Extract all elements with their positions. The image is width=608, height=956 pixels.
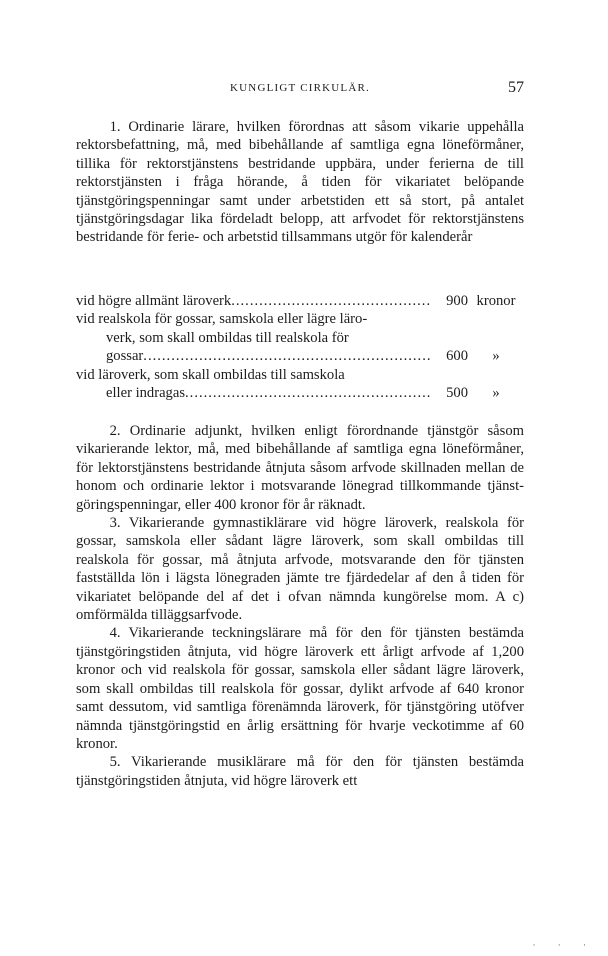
scan-speckle: · · ·: [532, 940, 596, 950]
table-row: [76, 310, 524, 328]
row-label: vid läroverk, som skall ombildas till samskola: [76, 366, 345, 383]
paragraph-1-block: [76, 118, 524, 247]
row-value: 500: [446, 385, 468, 402]
row-label-end: eller indragas: [106, 385, 186, 402]
row-unit: »: [492, 348, 500, 365]
paragraph-4: 4. Vikarierande teckningslärare må för den för tjänsten bestämda tjänstgöringstiden åtnjuta, vid högre läroverk ett årligt arfvode af 1,200 kronor och vid realskola för gossar, samskola eller sådant lägre läroverk, som skall ombildas till realskola för gossar, dylikt arfvode af 640 kronor samt dessutom, vid samtliga förenämnda läroverk, för tjänstgöring utöfver nämnda tjänstgöringstid en årlig ersättning för hvarje veckotimme af 60 kronor.: [76, 625, 524, 752]
row-label: vid realskola för gossar, samskola eller lägre läro-: [76, 311, 368, 328]
paragraph-2: 2. Ordinarie adjunkt, hvilken enligt förordnande tjänstgör såsom vikarierande lektor, må, med bibehållande af samtliga egna löneförmåner, för lektorstjänstens bestridande åtnjuta såsom arfvode skillnaden mellan de honom och ordinarie lektor i motsvarande lönegrad tillkommande tjänstgöringspenningar, eller 400 kronor för år räknadt.: [76, 423, 524, 513]
paragraph-3: 3. Vikarierande gymnastiklärare vid högre läroverk, realskola för gossar, samskola eller sådant lägre läroverk, som skall ombildas till realskola för gossar, må åtnjuta arfvode, motsvarande den för tjänsten fastställda lön i lägsta lönegraden jämte tre fjärdedelar af den å tiden för vikariatet belöpande del af det i ofvan nämnda kungörelse mom. A c) omförmälda tilläggsarfvode.: [76, 515, 524, 624]
row-label-end: gossar: [106, 348, 144, 365]
leader-dots: [185, 384, 430, 402]
paragraphs-2-5-block: [76, 422, 524, 790]
table-row-end: [76, 347, 524, 365]
row-unit: kronor: [476, 293, 516, 309]
leader-dots: [231, 292, 430, 310]
page-header: [76, 79, 524, 99]
running-head: KUNGLIGT CIRKULÄR.: [230, 82, 370, 94]
leader-dots: [143, 347, 430, 365]
row-label-continuation: verk, som skall ombildas till realskola för: [106, 329, 349, 346]
row-label: vid högre allmänt läroverk: [76, 293, 232, 309]
table-row: [76, 366, 524, 384]
paragraph-1: 1. Ordinarie lärare, hvilken förordnas att såsom vikarie uppehålla rektorsbefattning, må, med bibehållande af samtliga egna löneförmåner, tillika för rektorstjänstens bestridande uppbära, under ferierna de till rektorstjänsten i fråga hörande, å tiden för vikariatet belöpande tjänstgöringspenningar samt under arbetstiden ett så stort, på antalet tjänstgöringsdagar lika fördeladt belopp, att arfvodet för rektorstjänstens bestridande för ferie- och arbetstid tillsammans utgör för kalenderår: [76, 119, 524, 246]
paragraph-5: 5. Vikarierande musiklärare må för den för tjänsten bestämda tjänstgöringstiden åtnjuta, vid högre läroverk ett: [76, 754, 524, 789]
table-row-continuation: [76, 329, 524, 347]
table-row-end: [76, 384, 524, 402]
table-row: [76, 292, 524, 310]
salary-table: [76, 292, 524, 402]
row-value: 600: [446, 348, 468, 365]
page-number: 57: [508, 79, 524, 96]
row-unit: »: [492, 385, 500, 402]
row-value: 900: [446, 293, 468, 309]
